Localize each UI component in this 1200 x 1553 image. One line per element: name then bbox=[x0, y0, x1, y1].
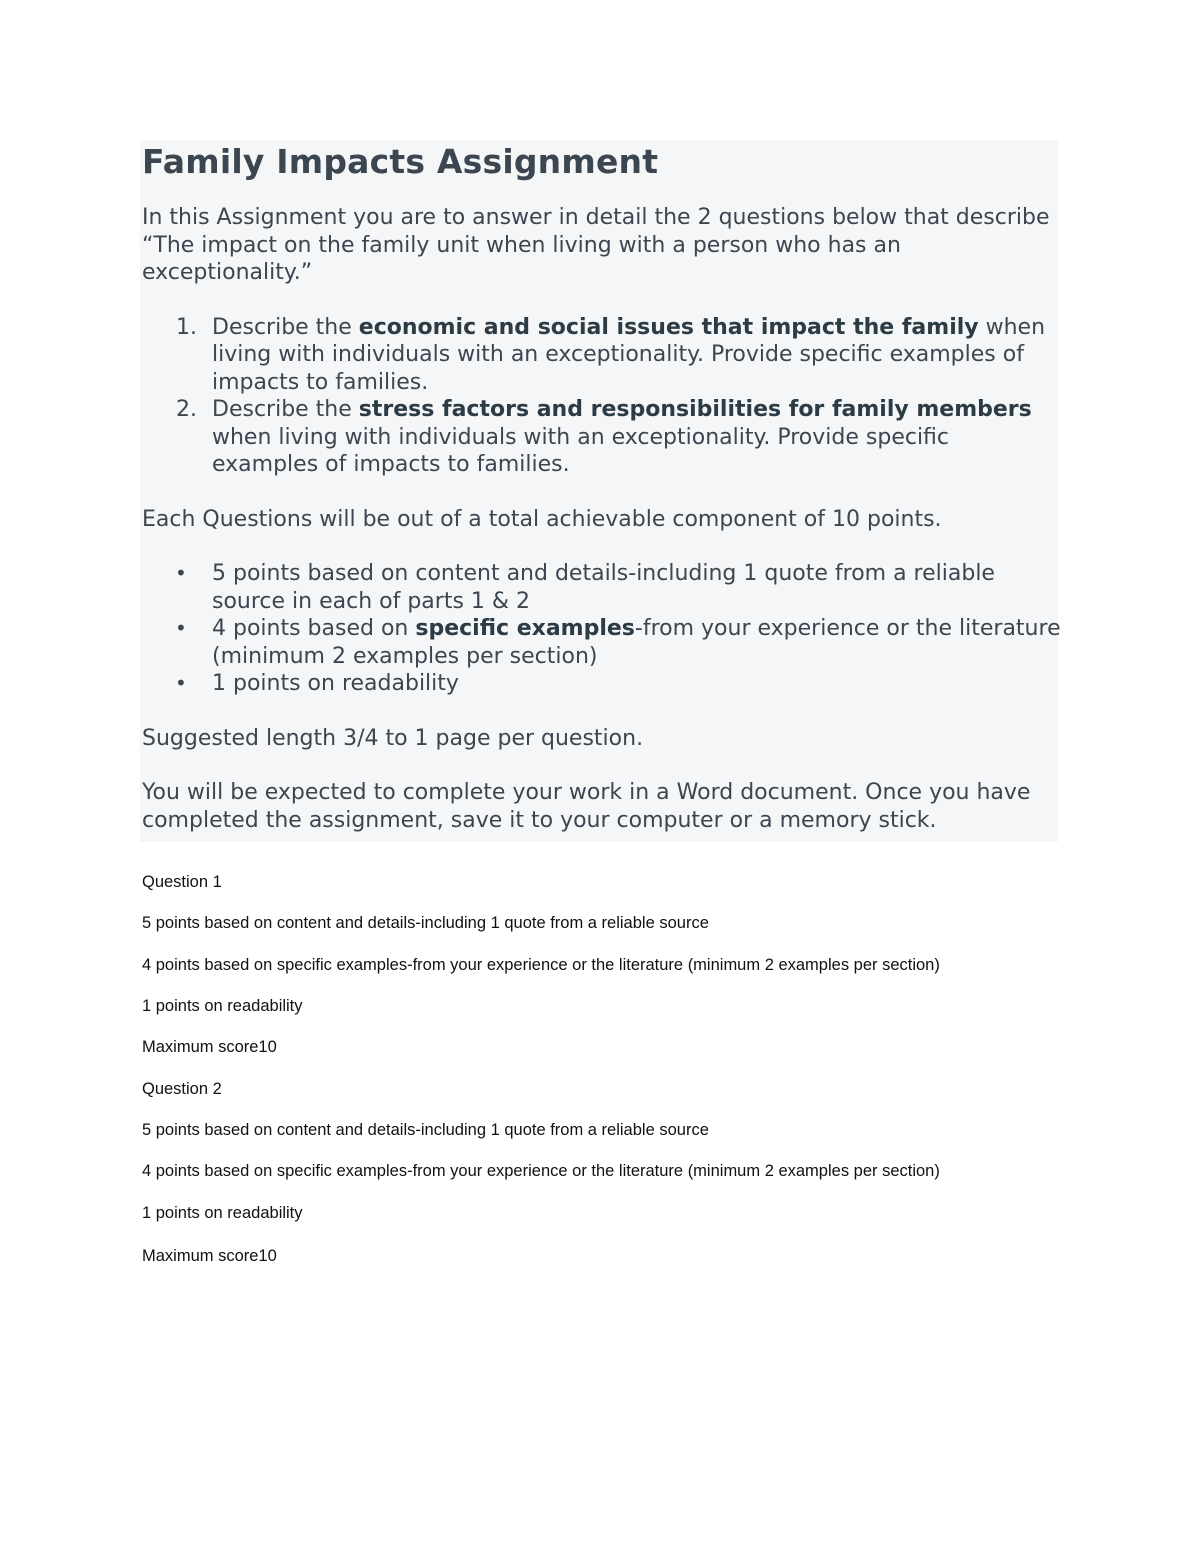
rubric-q2-max-score: Maximum score10 bbox=[142, 1247, 277, 1265]
bullet-icon: • bbox=[175, 671, 187, 695]
rubric-q2-line-content: 5 points based on content and details-including 1 quote from a reliable source bbox=[142, 1121, 709, 1139]
scoring-bullet-list bbox=[142, 560, 1062, 698]
question-text-pre: Describe the bbox=[212, 314, 359, 340]
rubric-q1-line-examples: 4 points based on specific examples-from your experience or the literature (minimum 2 examples per section) bbox=[142, 956, 940, 974]
bullet-icon: • bbox=[175, 561, 187, 585]
bullet-text-post: -from your experience or the literature (minimum 2 examples per section) bbox=[212, 616, 1061, 669]
assignment-block bbox=[142, 140, 1062, 834]
rubric-q2-title: Question 2 bbox=[142, 1080, 222, 1098]
bullet-text-pre: 4 points based on bbox=[212, 616, 416, 641]
question-text-bold: stress factors and responsibilities for family members bbox=[358, 397, 1032, 422]
suggested-length: Suggested length 3/4 to 1 page per question. bbox=[142, 725, 644, 751]
question-text-bold: economic and social issues that impact the family bbox=[358, 314, 979, 340]
list-number: 2. bbox=[176, 397, 197, 422]
page-title: Family Impacts Assignment bbox=[142, 142, 659, 181]
scoring-bullet-3 bbox=[142, 670, 1062, 698]
question-item-1 bbox=[142, 314, 1062, 397]
scoring-intro: Each Questions will be out of a total achievable component of 10 points. bbox=[142, 506, 942, 532]
rubric-q2-line-examples: 4 points based on specific examples-from your experience or the literature (minimum 2 examples per section) bbox=[142, 1162, 940, 1180]
rubric-q1-line-content: 5 points based on content and details-including 1 quote from a reliable source bbox=[142, 914, 709, 932]
list-number: 1. bbox=[176, 314, 197, 340]
rubric-q1-max-score: Maximum score10 bbox=[142, 1038, 277, 1056]
bullet-text: 1 points on readability bbox=[212, 671, 459, 696]
question-text-post: when living with individuals with an exceptionality. Provide specific examples of impacts to families. bbox=[212, 424, 950, 477]
question-text-post: when living with individuals with an exceptionality. Provide specific examples of impacts to families. bbox=[212, 314, 1046, 395]
rubric-q2-line-readability: 1 points on readability bbox=[142, 1204, 303, 1222]
scoring-bullet-2 bbox=[142, 615, 1062, 670]
scoring-bullet-1 bbox=[142, 560, 1062, 615]
bullet-text-bold: specific examples bbox=[415, 616, 635, 641]
instructions-paragraph: You will be expected to complete your work in a Word document. Once you have completed the assignment, save it to your computer or a memory stick. bbox=[142, 780, 1031, 833]
question-text-pre: Describe the bbox=[212, 397, 359, 422]
question-item-2 bbox=[142, 396, 1062, 479]
intro-paragraph: In this Assignment you are to answer in detail the 2 questions below that describe “The impact on the family unit when living with a person who has an exceptionality.” bbox=[142, 205, 1050, 285]
question-list bbox=[142, 314, 1062, 479]
rubric-q1-title: Question 1 bbox=[142, 873, 222, 891]
bullet-text: 5 points based on content and details-including 1 quote from a reliable source in each of parts 1 & 2 bbox=[212, 561, 995, 614]
rubric-q1-line-readability: 1 points on readability bbox=[142, 997, 303, 1015]
bullet-icon: • bbox=[175, 616, 187, 640]
